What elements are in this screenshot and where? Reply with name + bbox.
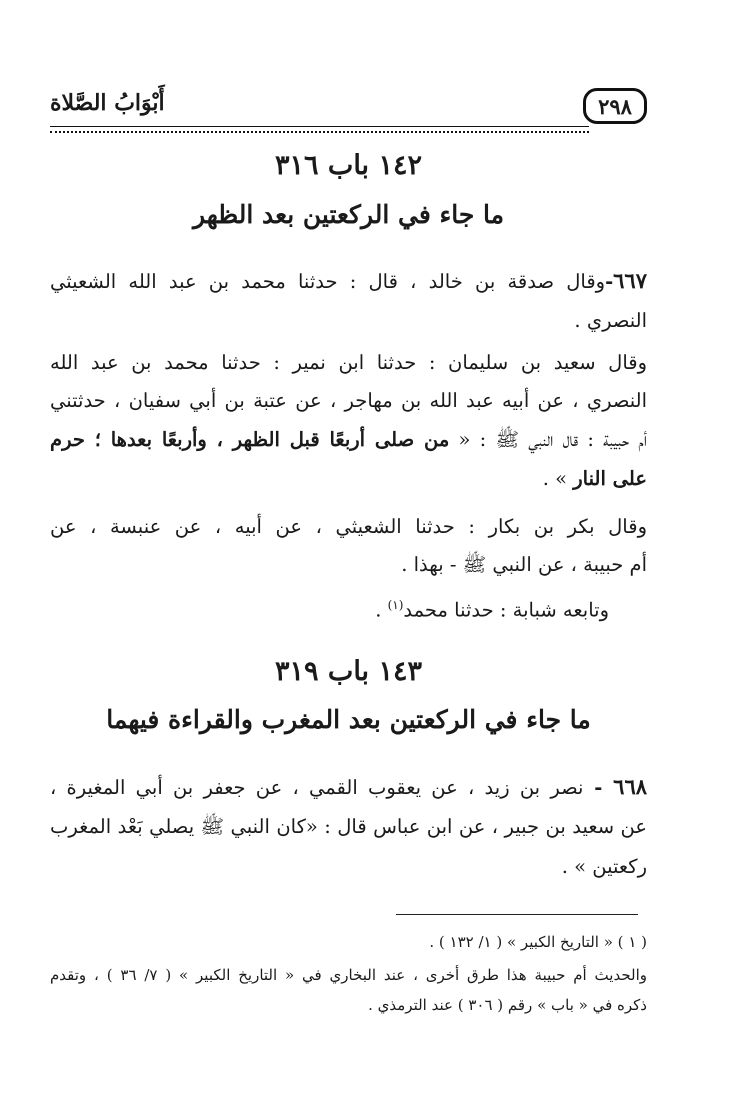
- hadith-667-p2-line-1: وقال سعيد بن سليمان : حدثنا ابن نمير : حدثنا محمد بن عبد الله: [50, 351, 647, 374]
- hadith-667-p3-line-1: وقال بكر بن بكار : حدثنا الشعيثي ، عن أبيه ، عن عنبسة ، عن: [50, 515, 647, 538]
- hadith-668-line-2: عن سعيد بن جبير ، عن ابن عباس قال : «كان النبي ﷺ يصلي بَعْد المغرب: [50, 815, 647, 838]
- hadith-667-line-1: [50, 266, 647, 296]
- hadith-667-p4: [50, 590, 647, 620]
- hadith-668-text-1: نصر بن زيد ، عن يعقوب القمي ، عن جعفر بن أبي المغيرة ،: [50, 776, 584, 799]
- hadith-667-line-2: النصري .: [574, 309, 647, 332]
- hadith-dash: -: [605, 270, 614, 293]
- hadith-668-line-3: ركعتين » .: [561, 855, 647, 878]
- chapter-title-316: ما جاء في الركعتين بعد الظهر: [192, 200, 505, 229]
- hadith-number-668: ٦٦٨: [613, 774, 648, 799]
- hadith-667-matn-bold: من صلى أربعًا قبل الظهر ، وأربعًا بعدها ؛ حرم: [50, 428, 450, 451]
- hadith-667-p4-text: وتابعه شبابة : حدثنا محمد: [403, 598, 609, 622]
- running-title: أَبْوَابُ الصَّلاة: [50, 90, 165, 116]
- hadith-667-matn-bold-end: على النار: [573, 467, 647, 490]
- hadith-667-p3-line-2: أم حبيبة ، عن النبي ﷺ - بهذا .: [401, 553, 647, 576]
- hadith-668-line-1: [50, 772, 647, 802]
- hadith-number-667: ٦٦٧: [613, 268, 647, 293]
- footnote-rule: [396, 914, 638, 915]
- page-number-badge: ٢٩٨: [583, 88, 647, 124]
- chapter-heading-316: ١٤٢ باب ٣١٦: [275, 150, 422, 181]
- header-rule: [50, 126, 589, 133]
- hadith-667-p2-line-3-plain: أم حبيبة : قال النبي ﷺ : «: [458, 428, 648, 451]
- hadith-667-text-1: وقال صدقة بن خالد ، قال : حدثنا محمد بن عبد الله الشعيثي: [50, 270, 606, 293]
- chapter-title-319: ما جاء في الركعتين بعد المغرب والقراءة فيهما: [106, 705, 591, 734]
- hadith-667-p2-line-4-plain: » .: [542, 467, 568, 490]
- hadith-667-p2-line-3: [50, 425, 647, 455]
- footnote-ref-1: (١): [387, 598, 404, 612]
- footnote-note-line-1: والحديث أم حبيبة هذا طرق أخرى ، عند البخاري في « التاريخ الكبير » ( ٧/ ٣٦ ) ، وتقدم: [50, 966, 647, 984]
- page-header: [50, 86, 647, 132]
- footnote-note-line-2: ذكره في « باب » رقم ( ٣٠٦ ) عند الترمذي .: [368, 996, 647, 1014]
- hadith-667-p4-end: .: [375, 598, 388, 622]
- hadith-dash: -: [583, 776, 614, 799]
- hadith-667-p2-line-2: النصري ، عن أبيه عبد الله بن مهاجر ، عن عتبة بن أبي سفيان ، حدثتني: [50, 389, 647, 412]
- chapter-heading-319: ١٤٣ باب ٣١٩: [275, 656, 422, 687]
- hadith-667-p2-line-4: [50, 464, 647, 494]
- footnote-1: ( ١ ) « التاريخ الكبير » ( ١/ ١٣٢ ) .: [429, 933, 647, 951]
